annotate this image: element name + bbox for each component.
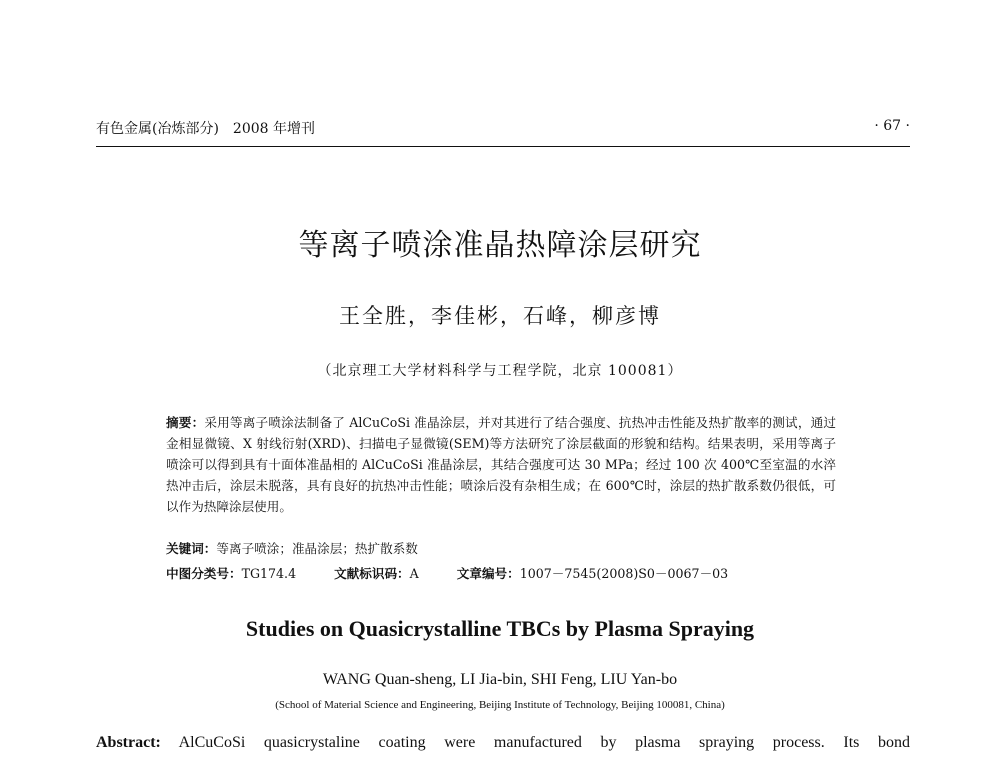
abstract-cn (166, 412, 836, 517)
abstract-cn-label: 摘要： (166, 415, 205, 430)
abstract-en-text: AlCuCoSi quasicrystaline coating were manufactured by plasma spraying process. Its bond (160, 734, 910, 751)
authors-en: WANG Quan-sheng, LI Jia-bin, SHI Feng, LIU Yan-bo (322, 671, 678, 688)
doc-code-label: 文献标识码： (334, 566, 410, 581)
abstract-en-label: Abstract: (96, 734, 161, 751)
authors-cn: 王全胜，李佳彬，石峰，柳彦博 (339, 304, 661, 328)
affiliation-en: (School of Material Science and Engineering, Beijing Institute of Technology, Beijing 100081, China) (275, 699, 725, 711)
abstract-cn-text: 采用等离子喷涂法制备了 AlCuCoSi 准晶涂层，并对其进行了结合强度、抗热冲击性能及热扩散率的测试，通过金相显微镜、X 射线衍射(XRD)、扫描电子显微镜(SEM)等方法研究了涂层截面的形貌和结构。结果表明，采用等离子喷涂可以得到具有十面体准晶相的 AlCuCoSi 准晶涂层，其结合强度可达 30 MPa；经过 100 次 400℃至室温的水淬热冲击后，涂层未脱落，具有良好的抗热冲击性能；喷涂后没有杂相生成；在 600℃时，涂层的热扩散系数仍很低，可以作为热障涂层使用。 (166, 415, 837, 514)
affiliation-cn: （北京理工大学材料科学与工程学院，北京 100081） (317, 363, 683, 379)
clc-label: 中图分类号： (166, 566, 242, 581)
journal-name: 有色金属(冶炼部分) 2008 年增刊 (96, 121, 316, 137)
paper-title-en: Studies on Quasicrystalline TBCs by Plasma Spraying (245, 616, 755, 641)
abstract-en (96, 734, 910, 752)
keywords-cn-label: 关键词： (166, 541, 217, 556)
page-number: · 67 · (874, 118, 910, 134)
classification-row (166, 563, 836, 582)
header-rule (96, 146, 910, 147)
doc-code-value: A (409, 566, 419, 581)
article-no-value: 1007－7545(2008)S0－0067－03 (519, 566, 729, 581)
running-header (96, 118, 910, 142)
article-no-label: 文章编号： (456, 566, 520, 581)
paper-title-cn: 等离子喷涂准晶热障涂层研究 (298, 228, 702, 263)
keywords-cn-text: 等离子喷涂；准晶涂层；热扩散系数 (216, 541, 418, 556)
clc-value: TG174.4 (241, 566, 297, 581)
keywords-cn (166, 538, 836, 557)
